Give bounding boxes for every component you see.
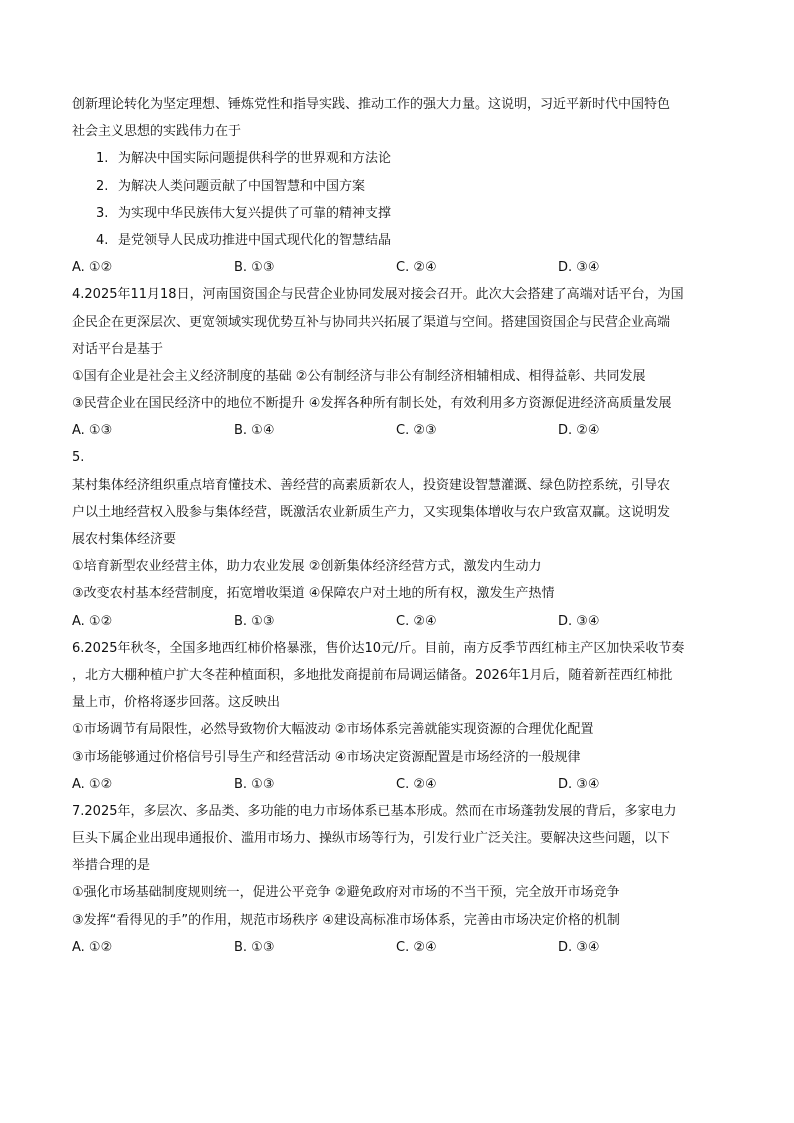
sub-item-number: 1. [96, 151, 109, 167]
sub-item-number: 3. [96, 205, 109, 221]
sub-item [72, 227, 722, 254]
sub-item [72, 173, 722, 200]
option-d: D. ②④ [558, 423, 600, 439]
sub-item-number: 4. [96, 232, 109, 248]
sub-item [72, 145, 722, 172]
question-text-line: ，北方大棚种植户扩大冬茬种植面积，多地批发商提前布局调运储备。2026年1月后，随着新茬西红柿批 [72, 667, 673, 683]
option-b: B. ①③ [234, 260, 275, 276]
statement-line: ③市场能够通过价格信号引导生产和经营活动 ④市场决定资源配置是市场经济的一般规律 [72, 749, 581, 765]
answer-options [72, 771, 722, 798]
option-c: C. ②④ [396, 776, 437, 792]
option-a: A. ①② [72, 613, 113, 629]
option-b: B. ①③ [234, 776, 275, 792]
option-a: A. ①② [72, 260, 113, 276]
statement-line: ①市场调节有局限性，必然导致物价大幅波动 ②市场体系完善就能实现资源的合理优化配置 [72, 722, 594, 738]
answer-options [72, 934, 722, 961]
statement-line: ③民营企业在国民经济中的地位不断提升 ④发挥各种所有制长处，有效利用多方资源促进经济高质量发展 [72, 396, 672, 412]
question-5 [72, 444, 722, 634]
option-c: C. ②④ [396, 939, 437, 955]
sub-item-text: 为实现中华民族伟大复兴提供了可靠的精神支撑 [118, 205, 392, 221]
question-text-line: 7.2025年，多层次、多品类、多功能的电力市场体系已基本形成。然而在市场蓬勃发展的背后，多家电力 [72, 803, 677, 819]
option-d: D. ③④ [558, 776, 600, 792]
option-b: B. ①③ [234, 939, 275, 955]
option-d: D. ③④ [558, 260, 600, 276]
option-c: C. ②④ [396, 260, 437, 276]
option-d: D. ③④ [558, 613, 600, 629]
answer-options [72, 254, 722, 281]
statement-line: ①培育新型农业经营主体，助力农业发展 ②创新集体经济经营方式，激发内生动力 [72, 559, 542, 575]
answer-options [72, 417, 722, 444]
question-text-line: 对话平台是基于 [72, 341, 164, 357]
option-b: B. ①④ [234, 423, 275, 439]
option-a: A. ①② [72, 776, 113, 792]
sub-item-text: 为解决人类问题贡献了中国智慧和中国方案 [118, 178, 366, 194]
question-text-line: 量上市，价格将逐步回落。这反映出 [72, 695, 281, 711]
option-a: A. ①③ [72, 423, 113, 439]
exam-page [72, 91, 722, 961]
sub-item [72, 200, 722, 227]
question-text-line: 社会主义思想的实践伟力在于 [72, 124, 242, 140]
statement-line: ③发挥“看得见的手”的作用，规范市场秩序 ④建设高标准市场体系，完善由市场决定价格的机制 [72, 912, 620, 928]
question-6 [72, 635, 722, 798]
answer-options [72, 608, 722, 635]
question-3-continuation [72, 91, 722, 281]
statement-line: ③改变农村基本经营制度，拓宽增收渠道 ④保障农户对土地的所有权，激发生产热情 [72, 586, 555, 602]
question-number: 5. [72, 450, 85, 466]
option-c: C. ②④ [396, 613, 437, 629]
sub-item-text: 是党领导人民成功推进中国式现代化的智慧结晶 [118, 232, 392, 248]
statement-line: ①强化市场基础制度规则统一，促进公平竞争 ②避免政府对市场的不当干预，完全放开市场竞争 [72, 885, 620, 901]
question-7 [72, 798, 722, 961]
option-d: D. ③④ [558, 939, 600, 955]
option-a: A. ①② [72, 939, 113, 955]
statement-line: ①国有企业是社会主义经济制度的基础 ②公有制经济与非公有制经济相辅相成、相得益彰、共同发展 [72, 368, 646, 384]
question-text-line: 举措合理的是 [72, 858, 151, 874]
option-c: C. ②③ [396, 423, 437, 439]
question-text-line: 展农村集体经济要 [72, 532, 177, 547]
sub-item-text: 为解决中国实际问题提供科学的世界观和方法论 [118, 151, 392, 167]
question-4 [72, 281, 722, 444]
question-text-line: 某村集体经济组织重点培育懂技术、善经营的高素质新农人，投资建设智慧灌溉、绿色防控系统，引导农 [72, 477, 671, 493]
question-text-line: 4.2025年11月18日，河南国资国企与民营企业协同发展对接会召开。此次大会搭建了高端对话平台，为国 [72, 287, 684, 303]
question-text-line: 巨头下属企业出现串通报价、滥用市场力、操纵市场等行为，引发行业广泛关注。要解决这些问题，以下 [72, 831, 671, 847]
option-b: B. ①③ [234, 613, 275, 629]
question-text-line: 创新理论转化为坚定理想、锤炼党性和指导实践、推动工作的强大力量。这说明，习近平新时代中国特色 [72, 97, 671, 112]
question-text-line: 户以土地经营权入股参与集体经营，既激活农业新质生产力，又实现集体增收与农户致富双赢。这说明发 [72, 504, 671, 520]
question-text-line: 企民企在更深层次、更宽领域实现优势互补与协同共兴拓展了渠道与空间。搭建国资国企与民营企业高端 [72, 314, 671, 330]
sub-item-number: 2. [96, 178, 109, 194]
question-text-line: 6.2025年秋冬，全国多地西红柿价格暴涨，售价达10元/斤。目前，南方反季节西红柿主产区加快采收节奏 [72, 640, 685, 656]
